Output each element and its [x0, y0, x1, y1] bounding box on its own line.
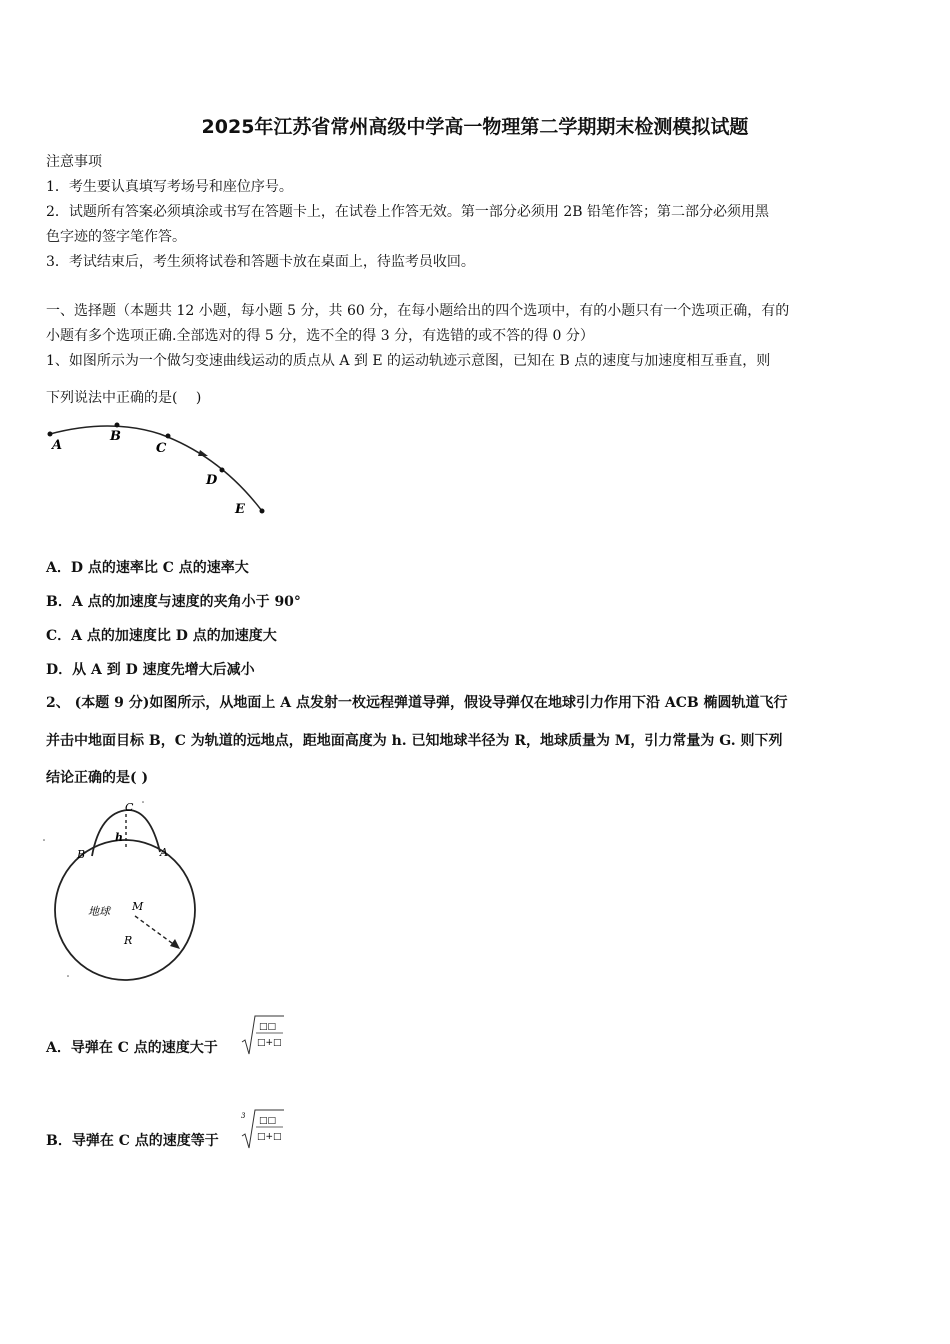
- root-index: 3: [241, 1112, 246, 1120]
- question-1-option-c: C．A 点的加速度比 D 点的加速度大: [46, 628, 277, 644]
- question-2-option-a: A．导弹在 C 点的速度大于: [46, 1040, 218, 1056]
- label-m: M: [132, 900, 144, 913]
- formula-denominator: □+□: [257, 1038, 282, 1048]
- radius-arrow-line: [135, 916, 176, 946]
- label-r: R: [124, 934, 133, 947]
- label-c: C: [156, 441, 167, 456]
- direction-arrow: [198, 450, 208, 456]
- notice-item: 色字迹的签字笔作答。: [46, 229, 186, 245]
- notice-item: 1．考生要认真填写考场号和座位序号。: [46, 179, 293, 195]
- notice-item: 3．考试结束后，考生须将试卷和答题卡放在桌面上，待监考员收回。: [46, 254, 475, 270]
- point-b: [115, 423, 120, 428]
- label-e: E: [235, 502, 245, 517]
- label-b: B: [77, 848, 86, 861]
- section-heading: 小题有多个选项正确.全部选对的得 5 分，选不全的得 3 分，有选错的或不答的得 0 分）: [46, 328, 594, 344]
- notice-heading: 注意事项: [46, 154, 102, 170]
- point-e: [260, 509, 265, 514]
- notice-item: 2．试题所有答案必须填涂或书写在答题卡上，在试卷上作答无效。第一部分必须用 2B 铅笔作答；第二部分必须用黑: [46, 204, 769, 220]
- formula-numerator: □□: [259, 1116, 277, 1126]
- orbit-figure: [40, 798, 210, 988]
- scan-dot: [67, 975, 69, 977]
- label-h: h: [115, 831, 123, 844]
- point-d: [220, 468, 225, 473]
- trajectory-curve: [50, 426, 262, 511]
- page-title: 2025年江苏省常州高级中学高一物理第二学期期末检测模拟试题: [201, 116, 749, 138]
- label-b: B: [110, 429, 121, 444]
- formula-numerator: □□: [259, 1022, 277, 1032]
- question-2-option-b: B．导弹在 C 点的速度等于: [46, 1133, 219, 1149]
- label-d: D: [206, 473, 218, 488]
- radius-arrow-head: [170, 939, 180, 949]
- scan-dot: [142, 801, 144, 803]
- question-1-stem: 1、如图所示为一个做匀变速曲线运动的质点从 A 到 E 的运动轨迹示意图，已知在 B 点的速度与加速度相互垂直，则: [46, 353, 771, 369]
- question-2-stem: 结论正确的是( ): [46, 770, 149, 786]
- trajectory-figure: [40, 418, 280, 523]
- label-c: C: [125, 801, 134, 814]
- question-1-stem: 下列说法中正确的是( ): [46, 390, 202, 406]
- formula-denominator: □+□: [257, 1132, 282, 1142]
- sqrt-formula-a: [240, 1012, 286, 1058]
- question-1-option-b: B．A 点的加速度与速度的夹角小于 90°: [46, 594, 301, 610]
- label-a: A: [160, 846, 168, 859]
- earth-circle: [55, 840, 195, 980]
- label-a: A: [52, 438, 63, 453]
- question-1-option-d: D．从 A 到 D 速度先增大后减小: [46, 662, 255, 678]
- question-2-stem: 2、 (本题 9 分)如图所示，从地面上 A 点发射一枚远程弹道导弹，假设导弹仅在地球引力作用下沿 ACB 椭圆轨道飞行: [46, 695, 788, 711]
- sqrt-formula-b: [236, 1106, 286, 1152]
- question-1-option-a: A．D 点的速率比 C 点的速率大: [46, 560, 249, 576]
- scan-dot: [43, 839, 45, 841]
- section-heading: 一、选择题（本题共 12 小题，每小题 5 分，共 60 分，在每小题给出的四个选项中，有的小题只有一个选项正确，有的: [46, 303, 790, 319]
- point-c: [166, 434, 171, 439]
- label-earth: 地球: [88, 905, 110, 918]
- point-a: [48, 432, 53, 437]
- question-2-stem: 并击中地面目标 B，C 为轨道的远地点，距地面高度为 h. 已知地球半径为 R，地球质量为 M，引力常量为 G. 则下列: [46, 733, 783, 749]
